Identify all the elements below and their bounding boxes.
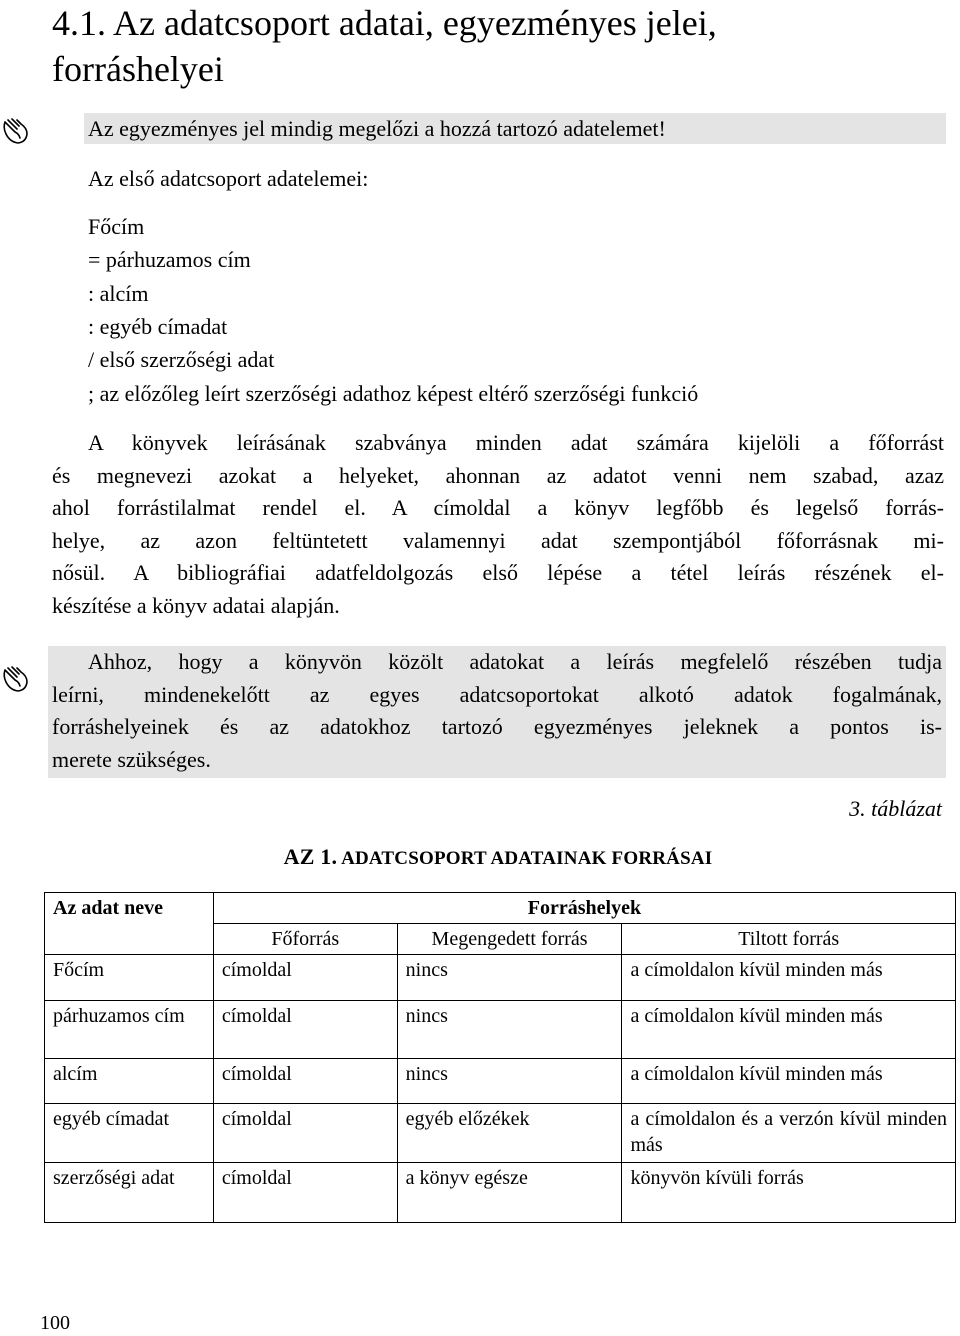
table-row bbox=[45, 955, 956, 1001]
paragraph-line: ahol forrástilalmat rendel el. A címoldal a könyv legfőbb és legelső forrás- bbox=[52, 495, 944, 521]
note-text-2 bbox=[52, 646, 942, 776]
header-data-name: Az adat neve bbox=[45, 893, 214, 955]
cell-forbidden-source: a címoldalon kívül minden más bbox=[622, 1001, 956, 1059]
paragraph-line: A könyvek leírásának szabványa minden adat számára kijelöli a főforrást bbox=[88, 430, 944, 455]
heading-line-1: 4.1. Az adatcsoport adatai, egyezményes jelei, bbox=[52, 3, 717, 43]
header-sources: Forráshelyek bbox=[213, 893, 955, 924]
paragraph-line: és megnevezi azokat a helyeket, ahonnan az adatot venni nem szabad, azaz bbox=[52, 462, 944, 488]
note-text-1: Az egyezményes jel mindig megelőzi a hozzá tartozó adatelemet! bbox=[88, 116, 666, 141]
header-allowed-source: Megengedett forrás bbox=[397, 924, 622, 955]
cell-data-name: alcím bbox=[45, 1059, 214, 1104]
table-title bbox=[0, 844, 960, 870]
header-forbidden-source: Tiltott forrás bbox=[622, 924, 956, 955]
table-header-row bbox=[45, 893, 956, 924]
list-item: : egyéb címadat bbox=[88, 314, 228, 339]
table-title-prefix: AZ 1. bbox=[283, 844, 338, 869]
cell-forbidden-source: a címoldalon kívül minden más bbox=[622, 1059, 956, 1104]
note-line: forráshelyeinek és az adatokhoz tartozó egyezményes jeleknek a pontos is- bbox=[52, 714, 942, 740]
list-item: Főcím bbox=[88, 214, 145, 239]
cell-forbidden-source: a címoldalon és a verzón kívül minden más bbox=[622, 1104, 956, 1163]
sources-table bbox=[44, 892, 956, 1223]
cell-data-name: egyéb címadat bbox=[45, 1104, 214, 1163]
heading-line-2: forráshelyei bbox=[52, 49, 224, 89]
table-row bbox=[45, 1059, 956, 1104]
cell-allowed-source: nincs bbox=[397, 1059, 622, 1104]
cell-main-source: címoldal bbox=[213, 955, 397, 1001]
list-item: / első szerzőségi adat bbox=[88, 347, 275, 372]
pointing-hand-icon bbox=[2, 116, 30, 146]
list-item: = párhuzamos cím bbox=[88, 247, 251, 272]
page-number: 100 bbox=[40, 1312, 70, 1334]
list-item: : alcím bbox=[88, 281, 149, 306]
cell-forbidden-source: a címoldalon kívül minden más bbox=[622, 955, 956, 1001]
note-line: merete szükséges. bbox=[52, 746, 211, 772]
paragraph-line: helye, az azon feltüntetett valamennyi adat szempontjából főforrásnak mi- bbox=[52, 527, 944, 553]
body-paragraph bbox=[52, 427, 944, 623]
cell-main-source: címoldal bbox=[213, 1059, 397, 1104]
cell-allowed-source: nincs bbox=[397, 955, 622, 1001]
pointing-hand-icon bbox=[2, 664, 30, 694]
table-row bbox=[45, 1104, 956, 1163]
cell-main-source: címoldal bbox=[213, 1001, 397, 1059]
cell-main-source: címoldal bbox=[213, 1104, 397, 1163]
cell-data-name: szerzőségi adat bbox=[45, 1163, 214, 1223]
cell-allowed-source: a könyv egésze bbox=[397, 1163, 622, 1223]
cell-data-name: Főcím bbox=[45, 955, 214, 1001]
header-main-source: Főforrás bbox=[213, 924, 397, 955]
cell-main-source: címoldal bbox=[213, 1163, 397, 1223]
cell-allowed-source: egyéb előzékek bbox=[397, 1104, 622, 1163]
table-row bbox=[45, 1163, 956, 1223]
cell-data-name: párhuzamos cím bbox=[45, 1001, 214, 1059]
elements-intro: Az első adatcsoport adatelemei: bbox=[88, 166, 369, 191]
note-line: Ahhoz, hogy a könyvön közölt adatokat a leírás megfelelő részében tudja bbox=[88, 649, 942, 674]
note-line: leírni, mindenekelőtt az egyes adatcsoportokat alkotó adatok fogalmának, bbox=[52, 681, 942, 707]
section-heading bbox=[52, 0, 952, 92]
list-item: ; az előzőleg leírt szerzőségi adathoz képest eltérő szerzőségi funkció bbox=[88, 381, 699, 406]
paragraph-line: készítése a könyv adatai alapján. bbox=[52, 592, 340, 618]
table-row bbox=[45, 1001, 956, 1059]
cell-forbidden-source: könyvön kívüli forrás bbox=[622, 1163, 956, 1223]
table-number: 3. táblázat bbox=[849, 796, 942, 821]
table-title-rest: ADATCSOPORT ADATAINAK FORRÁSAI bbox=[341, 848, 713, 869]
paragraph-line: nősül. A bibliográfiai adatfeldolgozás első lépése a tétel leírás részének el- bbox=[52, 560, 944, 586]
cell-allowed-source: nincs bbox=[397, 1001, 622, 1059]
